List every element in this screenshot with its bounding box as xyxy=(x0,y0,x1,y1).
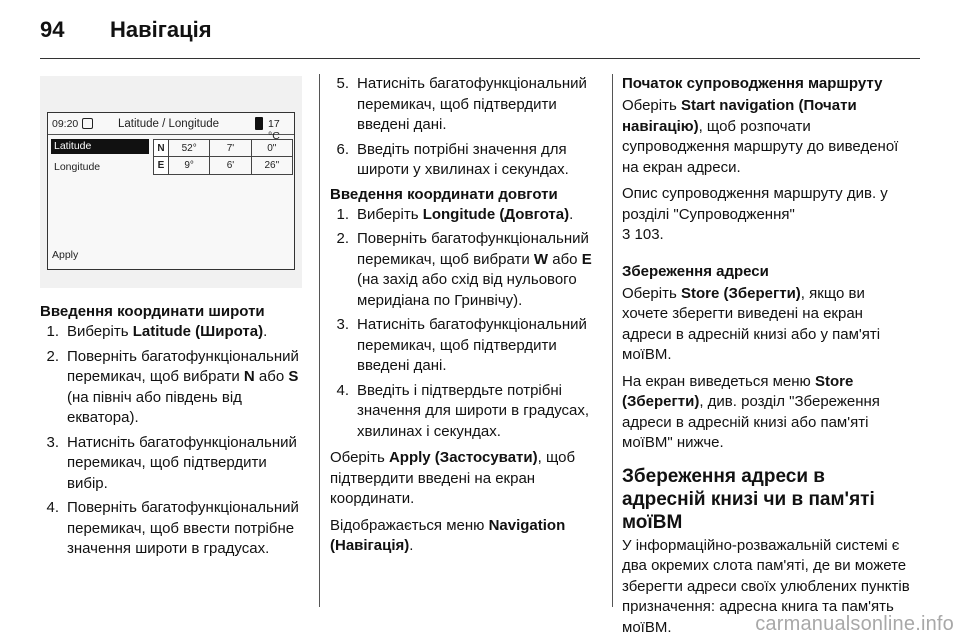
step-text: Натисніть багатофункціональний перемикач, щоб підтвердити вибір. xyxy=(67,433,297,492)
navigation-menu-paragraph: Відображається меню Navigation (Навігація). xyxy=(330,516,566,554)
step-item xyxy=(40,347,302,429)
step-text: Натисніть багатофункціональний перемикач, щоб підтвердити введені дані. xyxy=(357,316,587,374)
section-heading-address-book: Збереження адреси в адресній книзі чи в пам'яті моїВМ xyxy=(622,465,875,533)
step-number: 6. xyxy=(336,140,349,158)
step-number: 1. xyxy=(336,205,349,223)
step-item xyxy=(40,433,302,495)
guidance-reference-paragraph: Опис супроводження маршруту див. у розділі "Супроводження" 3 103. xyxy=(622,185,888,243)
longitude-steps xyxy=(330,205,612,443)
step-number: 5. xyxy=(336,75,349,92)
device-screen-illustration xyxy=(40,76,302,288)
coordinate-direction: E xyxy=(154,157,169,174)
column-3 xyxy=(622,74,912,638)
display-menu xyxy=(51,139,149,180)
step-item xyxy=(330,140,612,181)
start-navigation-paragraph: Оберіть Start navigation (Почати навігацію), щоб розпочати супроводження маршруту до виведеної на екран адреси. xyxy=(622,97,899,176)
step-text: Введіть і підтвердьте потрібні значення для широти в градусах, хвилинах і секундах. xyxy=(357,381,590,440)
step-number: 4. xyxy=(46,499,59,516)
step-number: 3. xyxy=(336,316,349,333)
column-divider xyxy=(319,74,320,607)
page-header xyxy=(40,10,212,50)
step-number: 3. xyxy=(46,433,59,451)
column-2 xyxy=(330,74,612,557)
memory-slots-paragraph: У інформаційно-розважальній системі є два окремих слота пам'яті, де ви можете зберегти адреси своїх улюблених пунктів призначення: адресна книга та пам'ять моїВМ. xyxy=(622,536,910,636)
section-heading-start-guidance: Початок супроводження маршруту xyxy=(622,75,883,92)
display-heading: Latitude / Longitude xyxy=(118,118,220,130)
display-apply-label: Apply xyxy=(52,249,79,261)
column-1 xyxy=(40,302,302,560)
section-heading-store-address: Збереження адреси xyxy=(622,262,769,280)
coordinate-degrees: 9° xyxy=(169,157,210,174)
coordinate-row xyxy=(154,157,292,174)
step-text: Виберіть Longitude (Довгота). xyxy=(357,205,574,223)
page-reference: 3 103. xyxy=(622,226,664,243)
display-temperature: 17 °C xyxy=(268,118,280,142)
step-item xyxy=(330,315,612,377)
display-status-bar xyxy=(48,113,294,142)
section-heading-longitude: Введення координати довготи xyxy=(330,185,558,203)
menu-item-longitude: Longitude xyxy=(54,161,101,173)
step-number: 2. xyxy=(336,230,349,247)
step-item xyxy=(330,74,612,136)
step-item xyxy=(40,498,302,560)
coordinate-row xyxy=(154,140,292,157)
step-item xyxy=(330,205,612,226)
column-divider xyxy=(612,74,613,607)
coordinate-grid xyxy=(153,139,293,175)
coordinate-seconds: 26" xyxy=(264,160,280,171)
coordinate-minutes: 6' xyxy=(210,157,251,174)
page-title: Навігація xyxy=(110,17,212,42)
display-clock: 09:20 xyxy=(52,118,79,130)
step-text: Поверніть багатофункціональний перемикач, щоб вибрати N або S (на північ або південь від екватора). xyxy=(67,347,299,426)
step-item xyxy=(40,322,302,343)
step-text: Виберіть Latitude (Широта). xyxy=(67,323,268,340)
step-text: Натисніть багатофункціональний перемикач, щоб підтвердити введені дані. xyxy=(357,75,587,133)
store-menu-paragraph: На екран виведеться меню Store (Зберегти), див. розділ "Збереження адреси в адресній книзі або пам'яті моїВМ" нижче. xyxy=(622,372,880,451)
step-text: Поверніть багатофункціональний перемикач, щоб вибрати W або E (на захід або схід від нульового меридіана по Гринвічу). xyxy=(357,230,592,309)
step-number: 4. xyxy=(336,381,349,399)
store-paragraph: Оберіть Store (Зберегти), якщо ви хочете зберегти виведені на екран адреси в адресній книзі або у пам'яті моїВМ. xyxy=(622,284,881,363)
coordinate-degrees: 52° xyxy=(169,140,210,156)
latitude-steps-continued xyxy=(330,74,612,181)
step-item xyxy=(330,229,612,311)
infotainment-display xyxy=(47,112,295,270)
coordinate-direction: N xyxy=(154,140,169,156)
step-number: 2. xyxy=(46,347,59,365)
latitude-steps xyxy=(40,322,302,560)
apply-paragraph: Оберіть Apply (Застосувати), щоб підтвердити введені на екран координати. xyxy=(330,449,576,507)
step-text: Поверніть багатофункціональний перемикач, щоб ввести потрібне значення широти в градусах. xyxy=(67,499,299,557)
step-item xyxy=(330,381,612,443)
coordinate-minutes: 7' xyxy=(210,140,251,156)
step-text: Введіть потрібні значення для широти у хвилинах і секундах. xyxy=(357,140,569,178)
watermark: carmanualsonline.info xyxy=(755,613,954,635)
menu-item-latitude: Latitude xyxy=(51,139,149,154)
coordinate-seconds: 0" xyxy=(267,142,277,154)
header-divider xyxy=(40,58,920,59)
clock-icon xyxy=(82,118,93,129)
page-number: 94 xyxy=(40,17,65,42)
section-heading-latitude: Введення координати широти xyxy=(40,303,265,320)
phone-icon xyxy=(255,117,263,130)
step-number: 1. xyxy=(46,323,59,340)
